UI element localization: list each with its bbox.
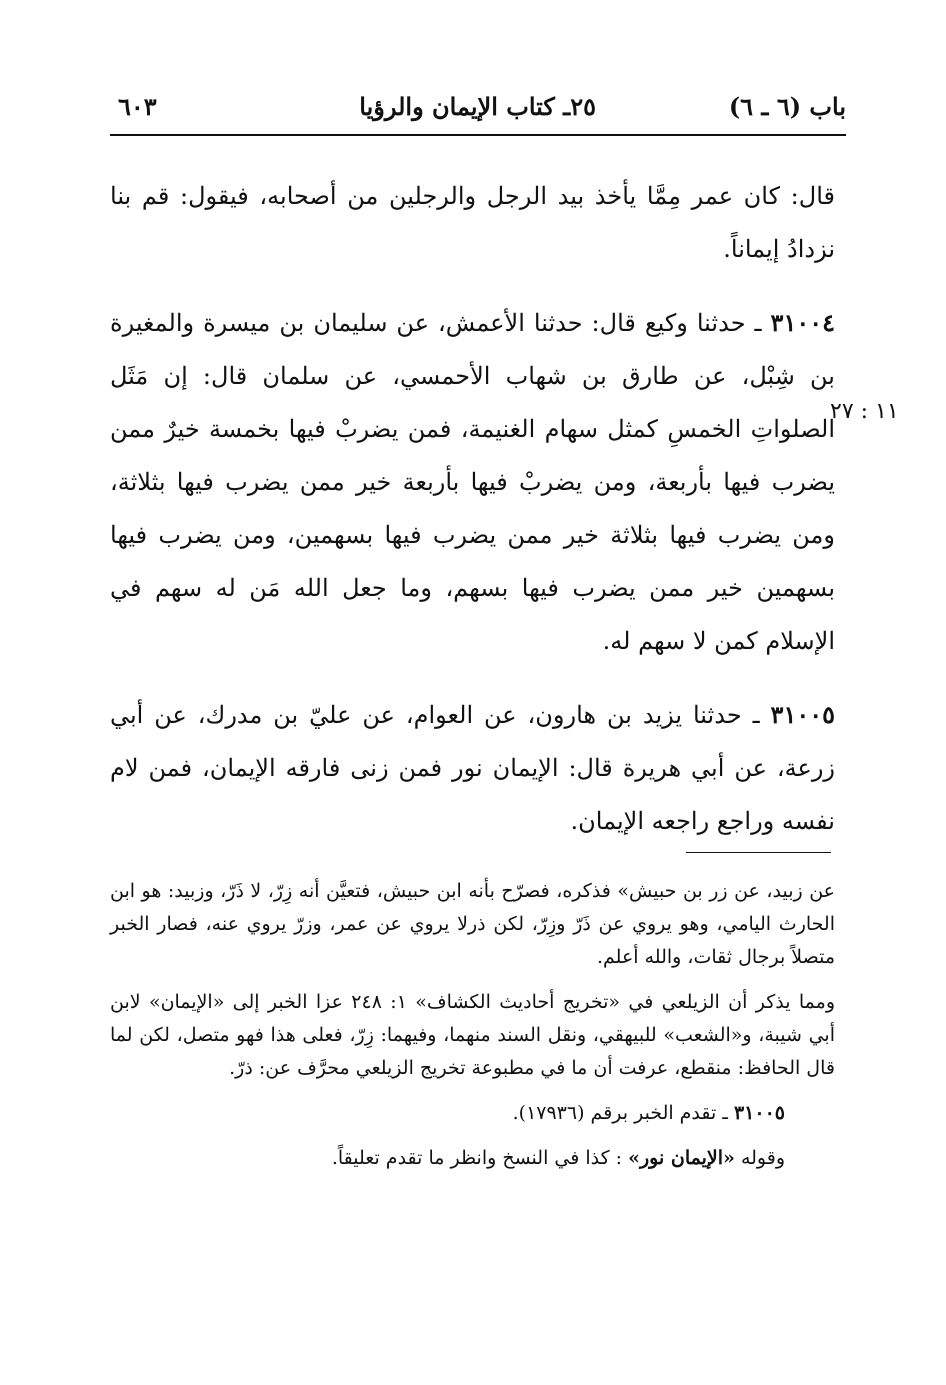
header-divider: [110, 134, 846, 136]
footnote-text: ـ تقدم الخبر برقم (١٧٩٣٦).: [512, 1102, 734, 1124]
footnote-3: [110, 1097, 835, 1130]
footnote-text-pre: وقوله: [734, 1147, 785, 1169]
main-text: [110, 170, 835, 868]
paragraph-1: قال: كان عمر مِمَّا يأخذ بيد الرجل والرجلين من أصحابه، فيقول: قم بنا نزدادُ إيماناً.: [110, 182, 835, 263]
hadith-31004: [110, 296, 835, 668]
footnote-text-post: : كذا في النسخ وانظر ما تقدم تعليقاً.: [331, 1147, 629, 1169]
hadith-number: ٣١٠٠٥: [770, 700, 835, 729]
book-title: ٢٥ـ كتاب الإيمان والرؤيا: [359, 92, 596, 121]
footnote-divider: [686, 852, 831, 853]
page-number: ٦٠٣: [118, 92, 157, 121]
margin-reference: ١١ : ٢٧: [830, 399, 899, 424]
hadith-number: ٣١٠٠٤: [770, 308, 835, 337]
hadith-text: ـ حدثنا يزيد بن هارون، عن العوام، عن عليّ بن مدرك، عن أبي زرعة، عن أبي هريرة قال: الإيمان نور فمن زنى فارقه الإيمان، فمن لام نفسه وراجع راجعه الإيمان.: [110, 701, 835, 835]
chapter-section: باب (٦ ـ ٦): [728, 92, 846, 121]
footnote-4: [110, 1142, 835, 1175]
footnote-number: ٣١٠٠٥: [733, 1102, 785, 1124]
running-header: [110, 90, 846, 130]
quoted-phrase: «الإيمان نور»: [628, 1147, 735, 1169]
footnote-2: ومما يذكر أن الزيلعي في «تخريج أحاديث الكشاف» ١: ٢٤٨ عزا الخبر إلى «الإيمان» لابن أبي شيبة، و«الشعب» للبيهقي، ونقل السند منهما، وفيهما: زِرّ، فعلى هذا فهو متصل، لكن لما قال الحافظ: منقطع، عرفت أن ما في مطبوعة تخريج الزيلعي محرَّف عن: ذرّ.: [110, 991, 835, 1079]
footnotes: [110, 875, 835, 1187]
hadith-text: ـ حدثنا وكيع قال: حدثنا الأعمش، عن سليمان بن ميسرة والمغيرة بن شِبْل، عن طارق بن شهاب الأحمسي، عن سلمان قال: إن مَثَل الصلواتِ الخمسِ كمثل سهام الغنيمة، فمن يضربْ فيها بخمسة خيرٌ ممن يضرب فيها بأربعة، ومن يضربْ فيها بأربعة خير ممن يضرب فيها بثلاثة، ومن يضرب فيها بثلاثة خير ممن يضرب فيها بسهمين، ومن يضرب فيها بسهمين خير ممن يضرب فيها بسهم، وما جعل الله مَن له سهم في الإسلام كمن لا سهم له.: [110, 309, 835, 655]
hadith-31005: [110, 688, 835, 848]
footnote-1: عن زبيد، عن زر بن حبيش» فذكره، فصرّح بأنه ابن حبيش، فتعيَّن أنه زِرّ، لا ذَرّ، وزبيد: هو ابن الحارث اليامي، وهو يروي عن ذَرّ وزِرّ، لكن ذرلا يروي عن عمر، وزرّ يروي عنه، فصار الخبر متصلاً برجال ثقات، والله أعلم.: [110, 880, 835, 968]
